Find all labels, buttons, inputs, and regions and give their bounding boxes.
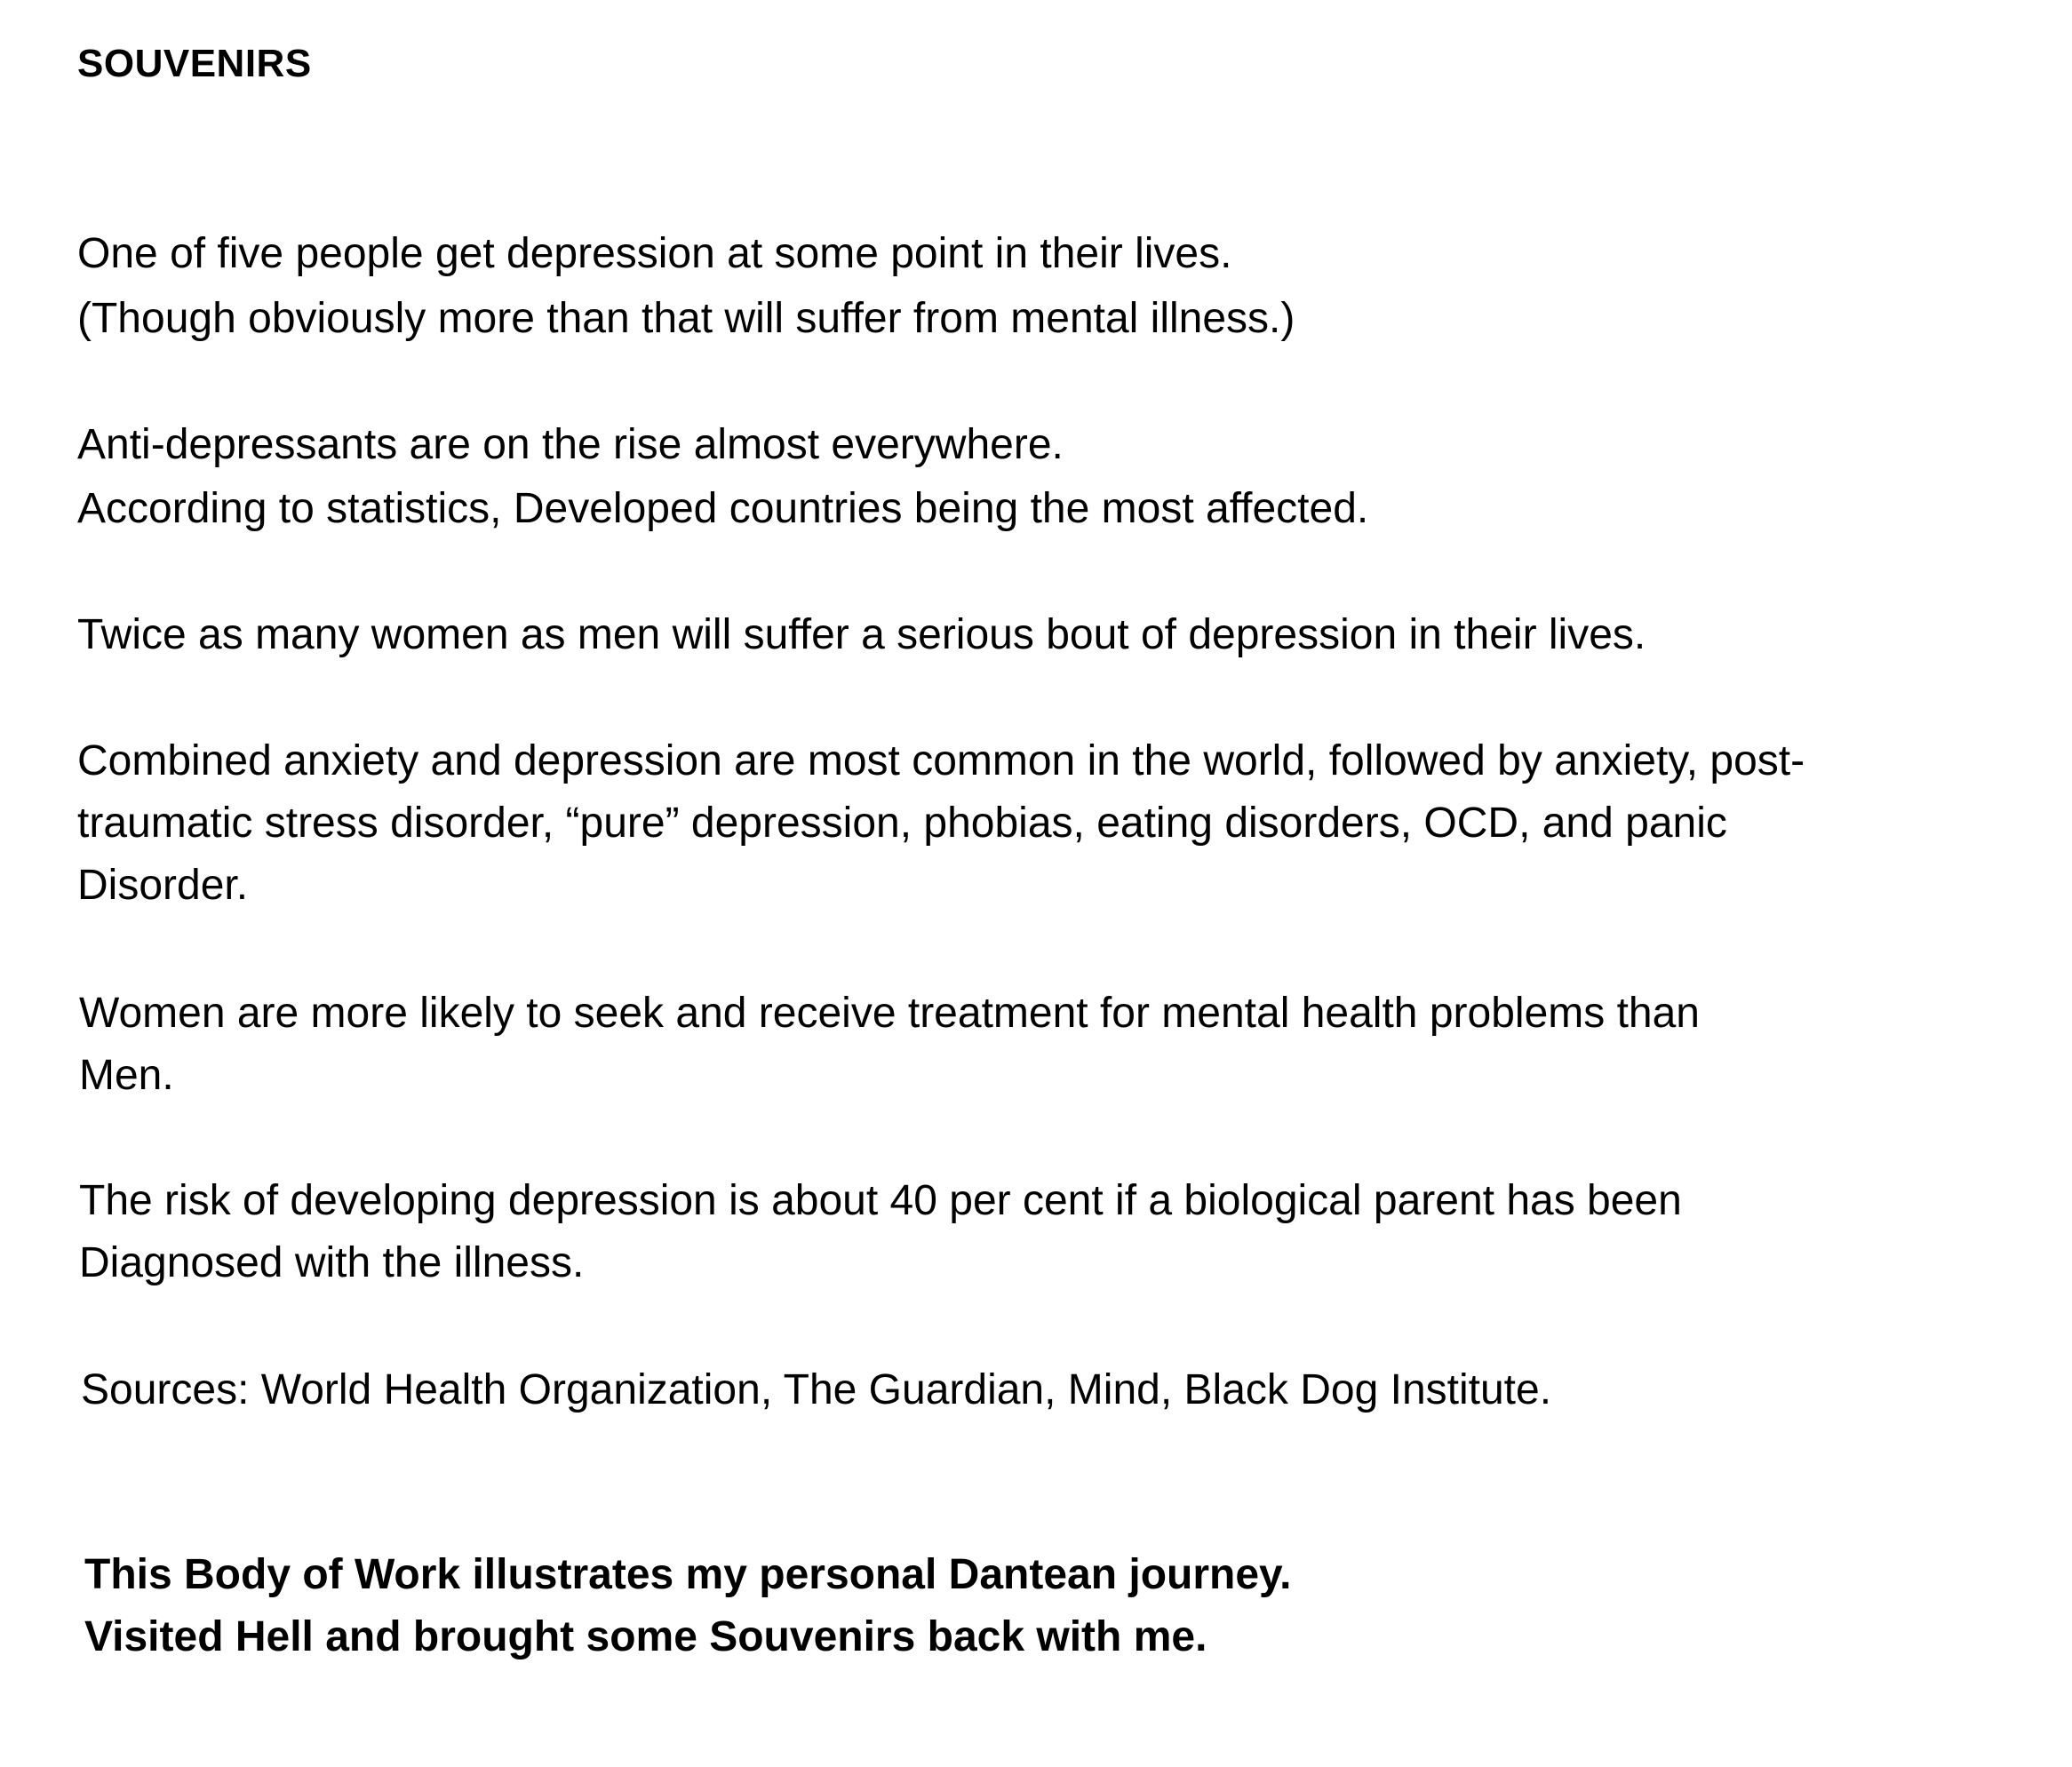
paragraph-2-line-1: Anti-depressants are on the rise almost everywhere. (77, 421, 1064, 468)
paragraph-6-line-1: The risk of developing depression is about 40 per cent if a biological parent has been (79, 1177, 1682, 1224)
page-title: SOUVENIRS (77, 42, 312, 85)
paragraph-6-line-2: Diagnosed with the illness. (79, 1239, 585, 1286)
paragraph-3-line-1: Twice as many women as men will suffer a serious bout of depression in their lives. (77, 611, 1646, 658)
sources-line: Sources: World Health Organization, The Guardian, Mind, Black Dog Institute. (81, 1366, 1552, 1413)
paragraph-1-line-1: One of five people get depression at some point in their lives. (77, 230, 1232, 277)
paragraph-4-line-3: Disorder. (77, 862, 249, 909)
paragraph-2-line-2: According to statistics, Developed countries being the most affected. (77, 485, 1369, 532)
paragraph-5-line-1: Women are more likely to seek and receive treatment for mental health problems than (79, 990, 1700, 1037)
paragraph-1-line-2: (Though obviously more than that will suffer from mental illness.) (77, 295, 1295, 342)
closing-line-1: This Body of Work illustrates my personal Dantean journey. (84, 1551, 1292, 1598)
paragraph-5-line-2: Men. (79, 1052, 174, 1099)
closing-line-2: Visited Hell and brought some Souvenirs back with me. (84, 1613, 1207, 1660)
paragraph-4-line-1: Combined anxiety and depression are most common in the world, followed by anxiety, post- (77, 737, 1805, 784)
paragraph-4-line-2: traumatic stress disorder, “pure” depression, phobias, eating disorders, OCD, and panic (77, 800, 1727, 847)
